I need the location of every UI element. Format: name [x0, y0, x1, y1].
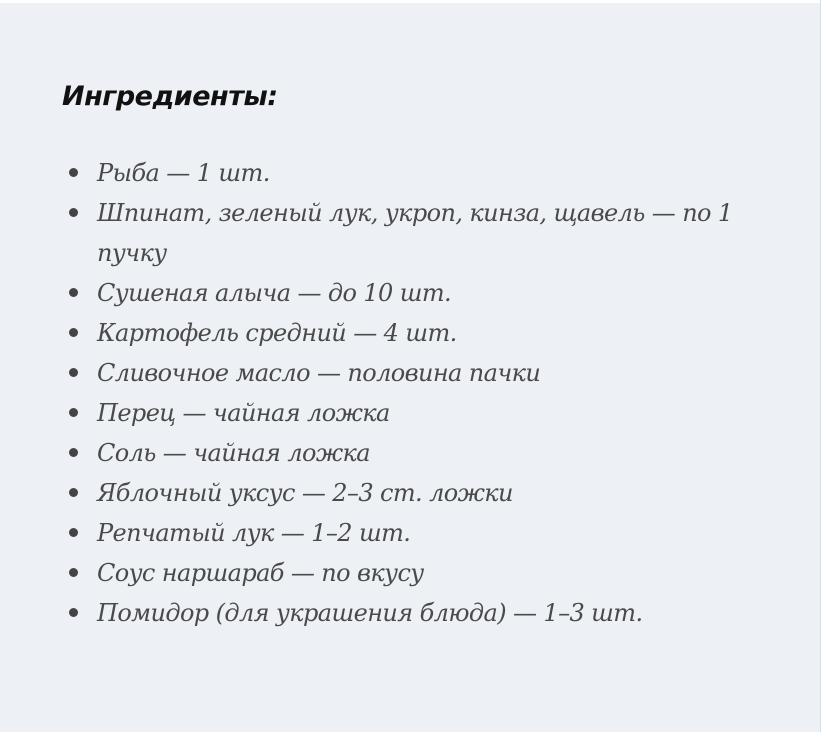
ingredient-item [66, 273, 756, 313]
page-edge [820, 0, 828, 732]
ingredient-text: Сушеная алыча — до 10 шт. [97, 279, 452, 307]
bullet-icon [69, 288, 78, 297]
ingredient-text: Шпинат, зеленый лук, укроп, кинза, щавель — по 1 пучку [97, 199, 733, 267]
bullet-icon [69, 528, 78, 537]
ingredient-item [66, 593, 756, 633]
bullet-icon [69, 568, 78, 577]
ingredient-item [66, 393, 756, 433]
ingredient-text: Помидор (для украшения блюда) — 1–3 шт. [97, 599, 643, 627]
ingredients-heading: Ингредиенты: [62, 81, 278, 112]
ingredients-list [66, 153, 756, 633]
ingredient-text: Картофель средний — 4 шт. [97, 319, 457, 347]
ingredient-item [66, 473, 756, 513]
ingredient-text: Рыба — 1 шт. [97, 159, 270, 187]
ingredient-item [66, 433, 756, 473]
bullet-icon [69, 208, 78, 217]
bullet-icon [69, 168, 78, 177]
ingredient-text: Соус наршараб — по вкусу [97, 559, 424, 587]
bullet-icon [69, 608, 78, 617]
bullet-icon [69, 408, 78, 417]
bullet-icon [69, 448, 78, 457]
bullet-icon [69, 488, 78, 497]
ingredient-text: Репчатый лук — 1–2 шт. [97, 519, 411, 547]
bullet-icon [69, 368, 78, 377]
ingredient-item [66, 313, 756, 353]
ingredient-text: Сливочное масло — половина пачки [97, 359, 541, 387]
bullet-icon [69, 328, 78, 337]
ingredient-item [66, 353, 756, 393]
ingredient-item [66, 513, 756, 553]
ingredient-text: Соль — чайная ложка [97, 439, 371, 467]
ingredient-text: Яблочный уксус — 2–3 ст. ложки [97, 479, 513, 507]
ingredient-item [66, 553, 756, 593]
ingredient-text: Перец — чайная ложка [97, 399, 390, 427]
ingredient-item [66, 193, 756, 273]
ingredient-item [66, 153, 756, 193]
ingredients-card [0, 3, 820, 732]
